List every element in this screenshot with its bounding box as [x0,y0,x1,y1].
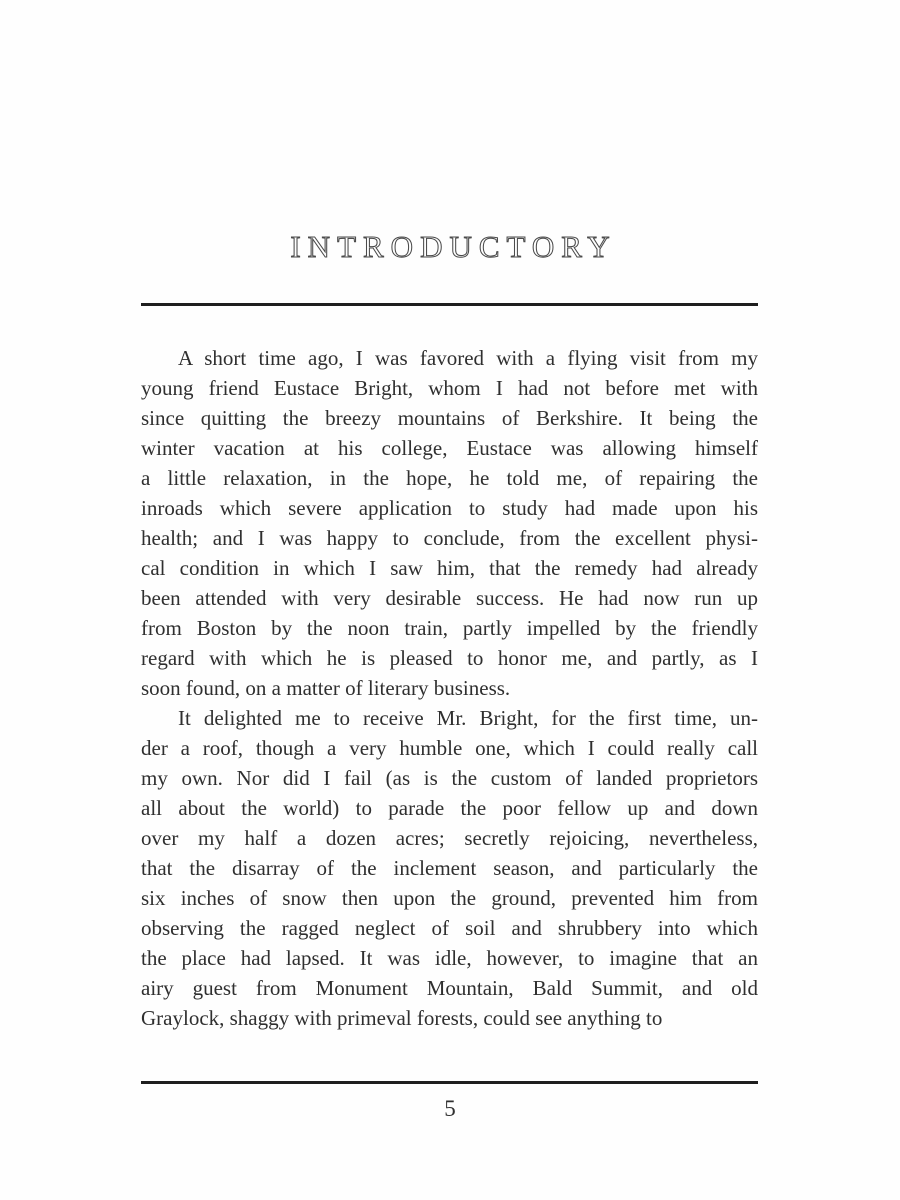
text-line: my own. Nor did I fail (as is the custom of landed proprietors [141,766,758,790]
chapter-title: INTRODUCTORY [290,229,617,264]
text-line: airy guest from Monument Mountain, Bald Summit, and old [141,976,758,1000]
text-line: been attended with very desirable success. He had now run up [141,586,758,610]
text-line: der a roof, though a very humble one, which I could really call [141,736,758,760]
text-line: over my half a dozen acres; secretly rejoicing, nevertheless, [141,826,758,850]
text-line: Graylock, shaggy with primeval forests, could see anything to [141,1006,663,1030]
text-line: observing the ragged neglect of soil and shrubbery into which [141,916,758,940]
text-line: a little relaxation, in the hope, he told me, of repairing the [141,466,758,490]
text-line: It delighted me to receive Mr. Bright, for the first time, un- [178,706,758,730]
paragraph [141,343,758,703]
text-line: since quitting the breezy mountains of Berkshire. It being the [141,406,758,430]
text-line: winter vacation at his college, Eustace was allowing himself [141,436,758,460]
body-text [141,343,758,1033]
text-line: from Boston by the noon train, partly impelled by the friendly [141,616,758,640]
text-line: health; and I was happy to conclude, from the excellent physi- [141,526,758,550]
page-number: 5 [444,1096,456,1121]
text-line: that the disarray of the inclement season, and particularly the [141,856,758,880]
top-rule [141,303,758,306]
text-line: inroads which severe application to study had made upon his [141,496,758,520]
text-line: cal condition in which I saw him, that the remedy had already [141,556,758,580]
text-line: regard with which he is pleased to honor me, and partly, as I [141,646,758,670]
text-line: the place had lapsed. It was idle, however, to imagine that an [141,946,758,970]
text-line: young friend Eustace Bright, whom I had not before met with [141,376,758,400]
text-line: A short time ago, I was favored with a flying visit from my [178,346,758,370]
text-line: all about the world) to parade the poor fellow up and down [141,796,758,820]
bottom-rule [141,1081,758,1084]
text-line: six inches of snow then upon the ground, prevented him from [141,886,758,910]
paragraph [141,703,758,1033]
text-line: soon found, on a matter of literary business. [141,676,511,700]
